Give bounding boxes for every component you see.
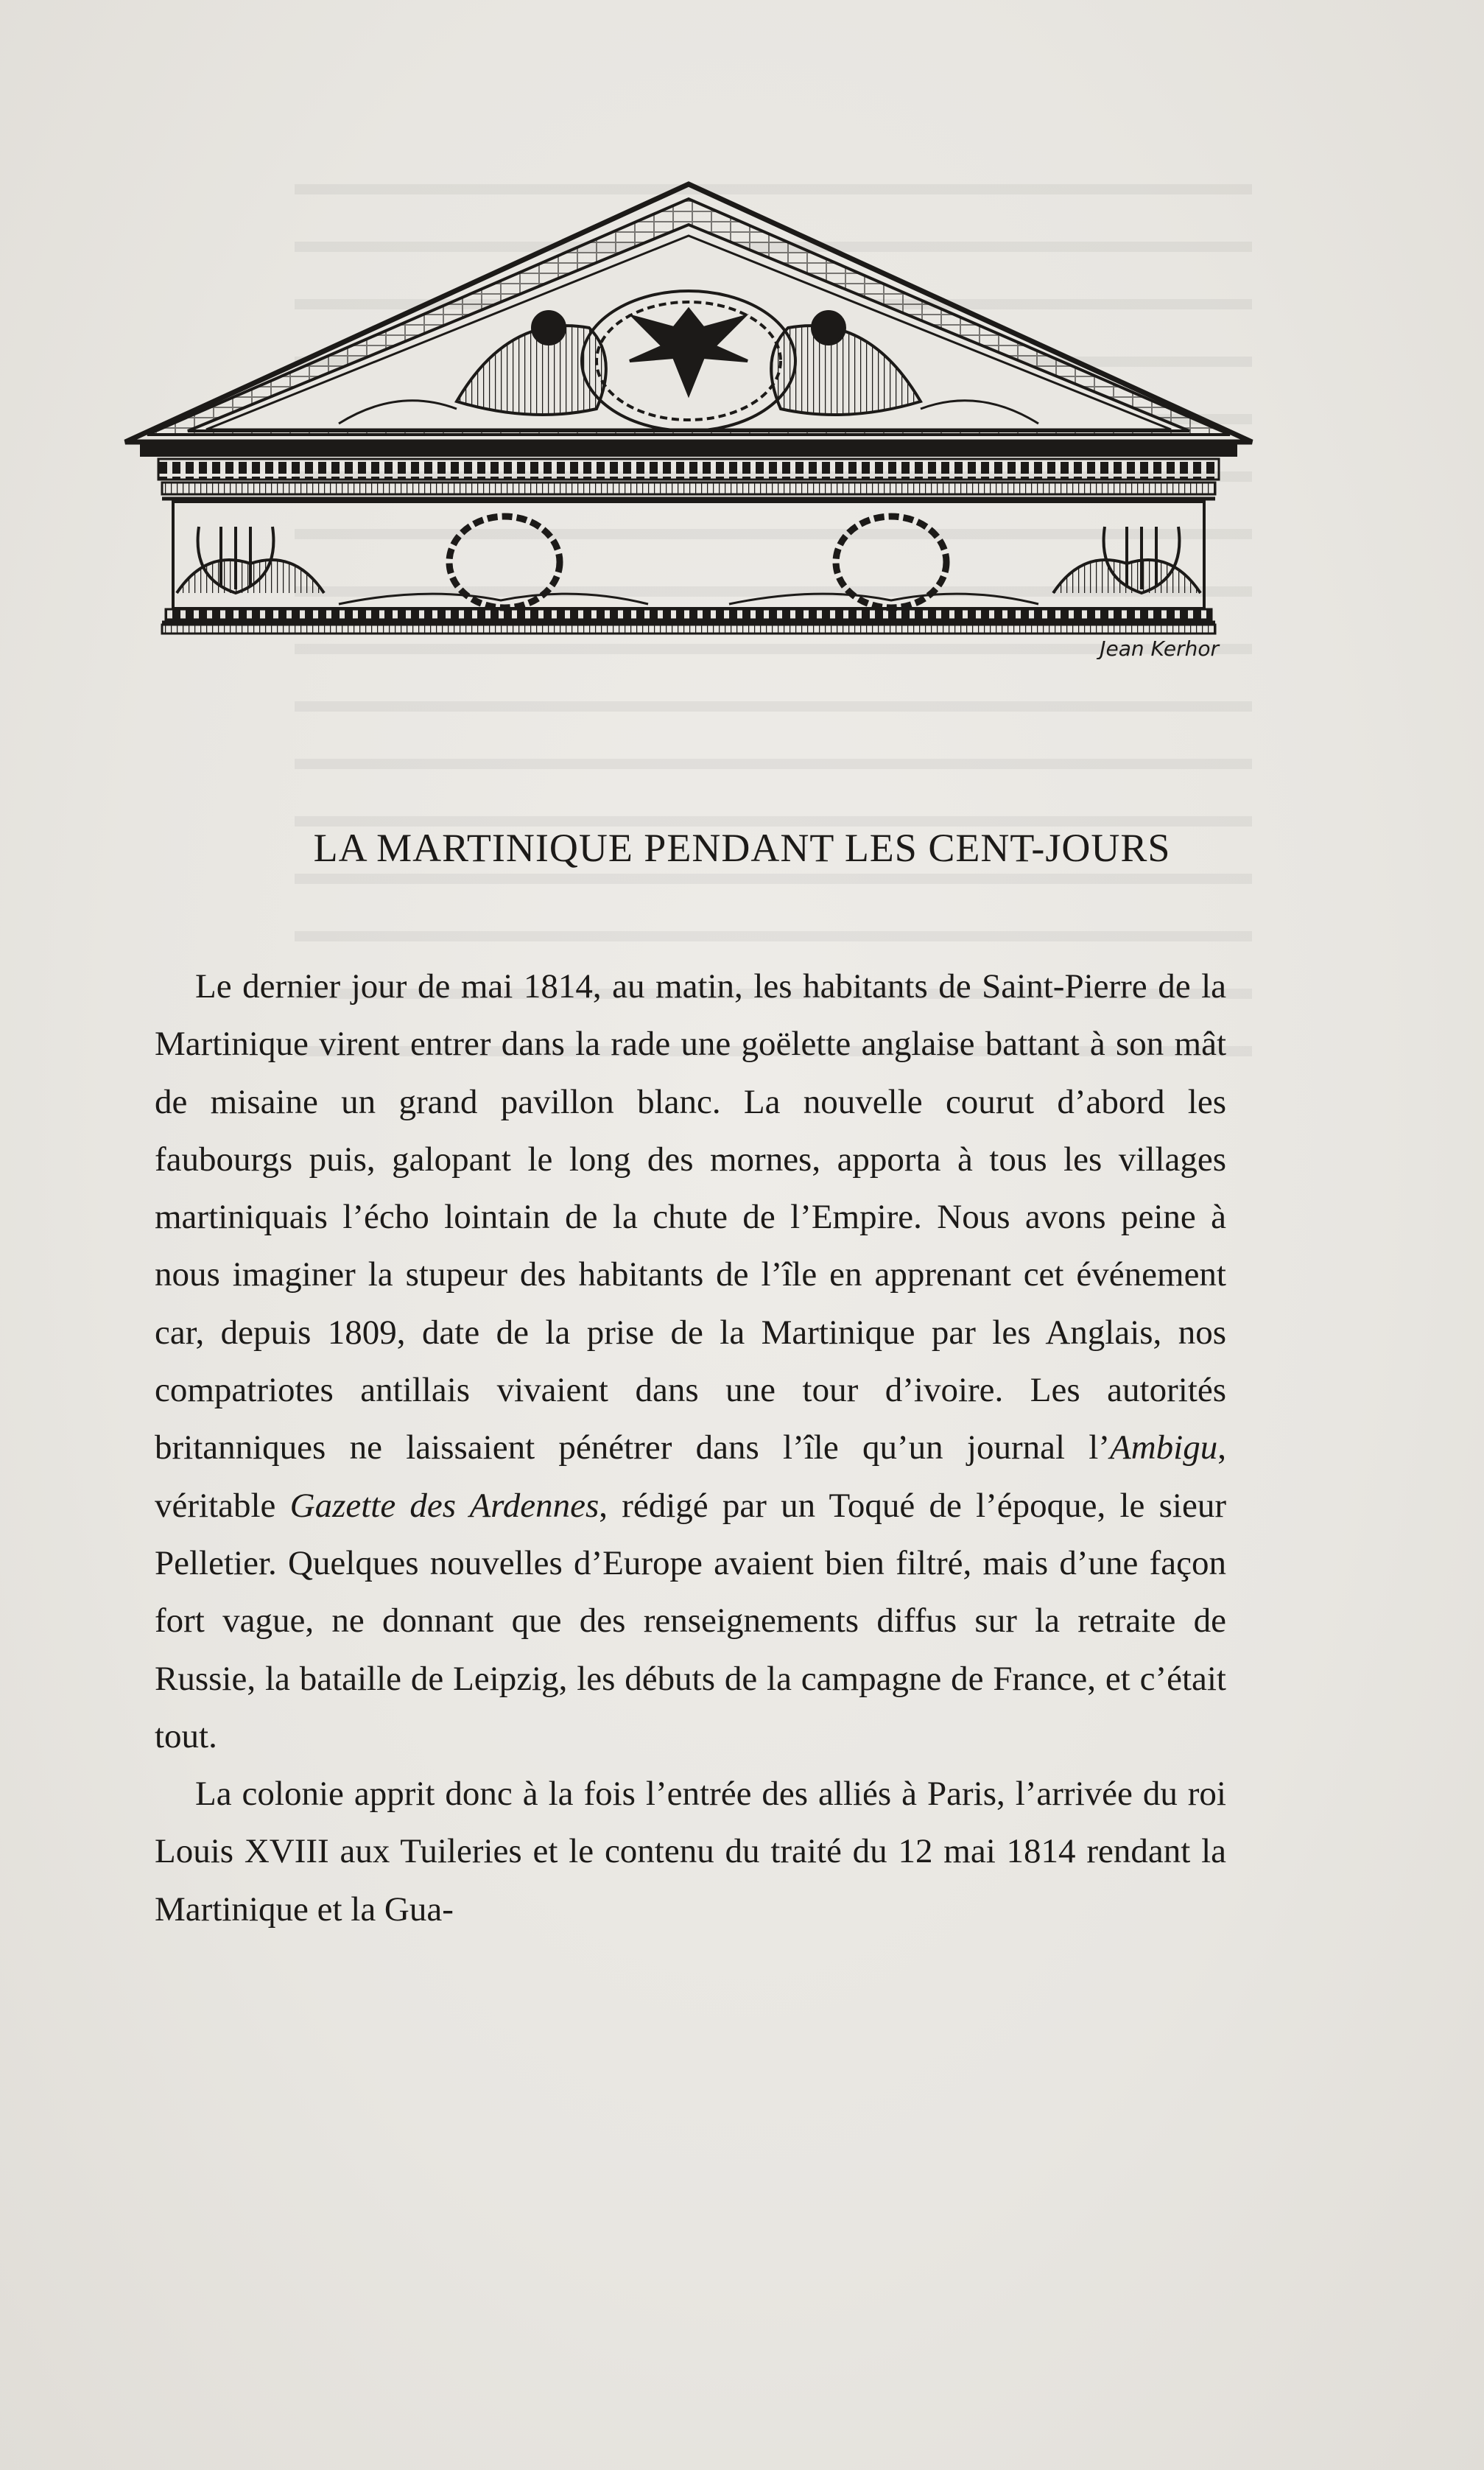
text-run: , rédigé par un Toqué de l’époque, le sieur Pelletier. Quelques nouvelles d’Europe avaient bien filtré, mais d’une façon fort vague, ne donnant que des renseignements diffus sur la retraite de Russie, la bataille de Leipzig, les débuts de la campagne de France, et c’était tout.	[155, 1486, 1226, 1755]
chapter-title: LA MARTINIQUE PENDANT LES CENT-JOURS	[313, 826, 1171, 870]
chapter-body	[155, 958, 1226, 1938]
text-run: , véritable	[155, 1428, 1226, 1525]
headpiece-signature: Jean Kerhor	[1100, 636, 1219, 659]
pediment-headpiece-illustration	[118, 180, 1259, 659]
italic-title: Ambigu	[1110, 1428, 1218, 1467]
body-paragraph	[155, 1765, 1226, 1938]
text-run: Le dernier jour de mai 1814, au matin, les habitants de Saint-Pierre de la Martinique virent entrer dans la rade une goëlette anglaise battant à son mât de misaine un grand pavillon blanc. La nouvelle courut d’abord les faubourgs puis, galopant le long des mornes, apporta à tous les villages martiniquais l’écho lointain de la chute de l’Empire. Nous avons peine à nous imaginer la stupeur des habitants de l’île en apprenant cet événement car, depuis 1809, date de la prise de la Martinique par les Anglais, nos compatriotes antillais vivaient dans une tour d’ivoire. Les autorités britanniques ne laissaient pénétrer dans l’île qu’un journal l’	[155, 967, 1226, 1467]
body-paragraph	[155, 958, 1226, 1765]
italic-title: Gazette des Ardennes	[289, 1486, 599, 1525]
text-run: La colonie apprit donc à la fois l’entrée des alliés à Paris, l’arrivée du roi Louis XVIII aux Tuileries et le contenu du traité du 12 mai 1814 rendant la Martinique et la Gua-	[155, 1775, 1226, 1929]
